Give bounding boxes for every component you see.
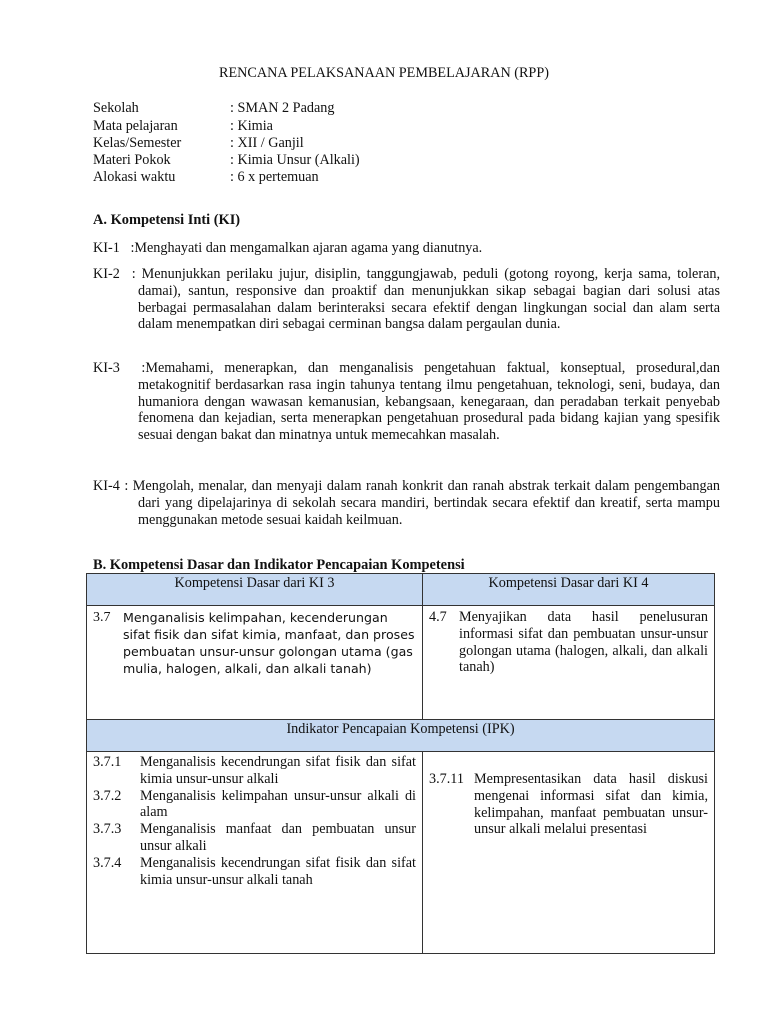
ipk-text: Menganalisis kelimpahan unsur-unsur alkali di alam	[140, 787, 416, 821]
info-label: Materi Pokok	[93, 152, 171, 168]
ipk-number: 3.7.1	[93, 754, 122, 770]
ki-2	[93, 266, 720, 333]
ki-text: :Memahami, menerapkan, dan menganalisis pengetahuan faktual, konseptual, prosedural,dan metakognitif berdasarkan rasa ingin tahunya tentang ilmu pengetahuan, teknologi, seni, budaya, dan humaniora dengan wawasan kemanusian, kebangsaan, kenegaraan, dan peradaban terkait penyebab fenomena dan kejadian, serta menerapkan pengetahuan prosedural pada bidang kajian yang spesifik sesuai dengan bakat dan minatnya untuk memecahkan masalah.	[138, 360, 721, 444]
ipk-left-cell	[87, 752, 423, 954]
ipk-item	[93, 788, 416, 822]
kd-number: 4.7	[429, 609, 447, 625]
ipk-item	[429, 771, 708, 838]
ipk-text: Menganalisis kecendrungan sifat fisik dan sifat kimia unsur-unsur alkali tanah	[140, 854, 416, 888]
ipk-item	[93, 754, 416, 788]
ipk-number: 3.7.2	[93, 787, 122, 804]
ki-label: KI-3	[93, 360, 120, 376]
kd-number: 3.7	[93, 610, 111, 625]
ipk-number: 3.7.11	[429, 771, 464, 787]
ki-text: :Menghayati dan mengamalkan ajaran agama yang dianutnya.	[130, 240, 483, 256]
ipk-item	[93, 821, 416, 855]
info-value: : XII / Ganjil	[230, 135, 304, 151]
info-label: Alokasi waktu	[93, 169, 176, 185]
ipk-text: Menganalisis manfaat dan pembuatan unsur unsur alkali	[140, 821, 416, 854]
document-title: RENCANA PELAKSANAAN PEMBELAJARAN (RPP)	[219, 65, 549, 81]
section-b-heading: B. Kompetensi Dasar dan Indikator Pencapaian Kompetensi	[93, 557, 465, 573]
ki-label: KI-1	[93, 240, 120, 256]
ki-label: KI-2	[93, 266, 120, 282]
ki-label: KI-4	[93, 478, 120, 494]
ki-1	[93, 240, 675, 257]
ki-3	[93, 360, 720, 444]
section-a-heading: A. Kompetensi Inti (KI)	[93, 212, 241, 228]
header-ipk: Indikator Pencapaian Kompetensi (IPK)	[87, 720, 715, 752]
header-kd-ki4: Kompetensi Dasar dari KI 4	[423, 574, 715, 606]
ipk-text: Menganalisis kecendrungan sifat fisik dan sifat kimia unsur-unsur alkali	[140, 754, 416, 787]
ipk-number: 3.7.4	[93, 854, 122, 871]
ki-4	[93, 478, 720, 528]
kd-text: Menganalisis kelimpahan, kecenderungan sifat fisik dan sifat kimia, manfaat, dan proses pembuatan unsur-unsur golongan utama (gas mulia, halogen, alkali, dan alkali tanah)	[123, 610, 415, 676]
ipk-number: 3.7.3	[93, 821, 122, 838]
kd-ipk-table	[86, 573, 715, 954]
kd-text: Menyajikan data hasil penelusuran informasi sifat dan pembuatan unsur-unsur golongan utama (halogen, alkali, dan alkali tanah)	[459, 609, 708, 676]
kd-4-7-cell	[423, 606, 715, 720]
info-value: : SMAN 2 Padang	[230, 100, 335, 116]
info-value: : Kimia Unsur (Alkali)	[230, 152, 360, 168]
ipk-item	[93, 855, 416, 889]
ipk-right-cell	[423, 752, 715, 954]
header-kd-ki3: Kompetensi Dasar dari KI 3	[87, 574, 423, 606]
info-value: : 6 x pertemuan	[230, 169, 319, 185]
ki-text: : Menunjukkan perilaku jujur, disiplin, tanggungjawab, peduli (gotong royong, kerja sama, toleran, damai), santun, responsive dan proaktif dan menunjukkan sikap sebagai bagian dari solusi atas berbagai permasalahan dalam berinteraksi secara efektif dengan lingkungan social dan alam serta dalam menempatkan diri sebagai cerminan bangsa dalam pergaulan dunia.	[131, 266, 721, 333]
info-value: : Kimia	[230, 117, 273, 134]
kd-3-7-cell	[87, 606, 423, 720]
info-label: Mata pelajaran	[93, 117, 178, 134]
info-label: Sekolah	[93, 100, 139, 116]
ki-text: : Mengolah, menalar, dan menyaji dalam ranah konkrit dan ranah abstrak terkait dalam pengembangan dari yang dipelajarinya di sekolah secara mandiri, bertindak secara efektif dan kreatif, serta mampu menggunakan metode sesuai kaidah keilmuan.	[124, 478, 720, 528]
ipk-text: Mempresentasikan data hasil diskusi mengenai informasi sifat dan kimia, kelimpahan, manfaat pembuatan unsur-unsur alkali melalui presentasi	[474, 771, 708, 838]
info-label: Kelas/Semester	[93, 135, 182, 151]
